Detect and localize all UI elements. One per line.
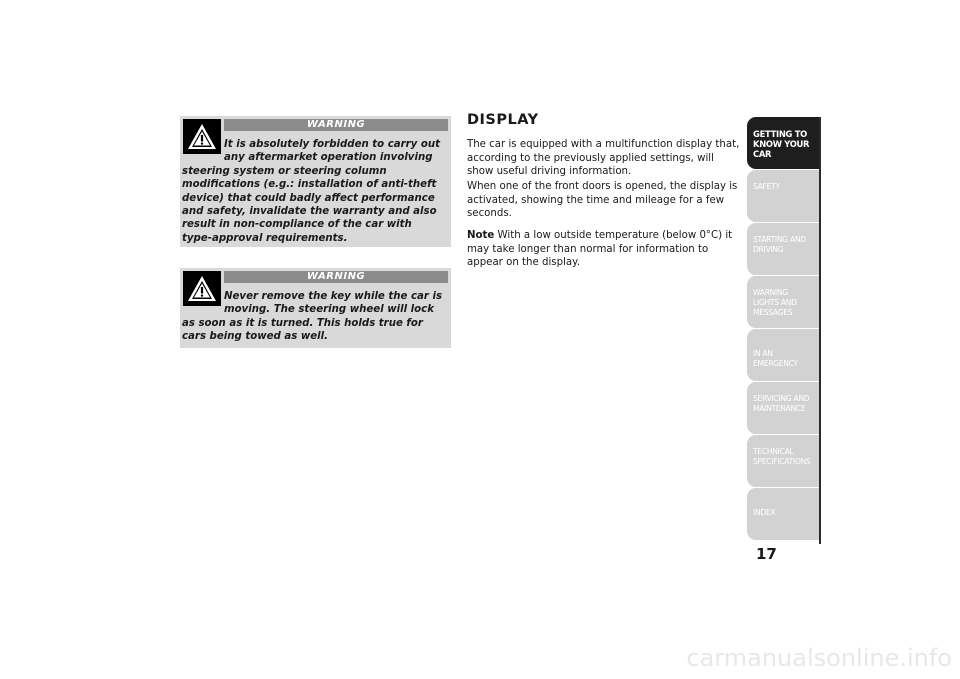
tab-rail	[819, 117, 821, 544]
tab-getting-to-know-your-car[interactable]: GETTING TO KNOW YOUR CAR	[747, 117, 819, 169]
warning-box-steering	[180, 116, 451, 247]
tab-index[interactable]: INDEX	[747, 488, 819, 540]
tab-technical-specifications[interactable]: TECHNICAL SPECIFICATIONS	[747, 435, 819, 487]
tab-servicing-and-maintenance[interactable]: SERVICING AND MAINTENANCE	[747, 382, 819, 434]
watermark: carmanualsonline.info	[686, 644, 952, 672]
warning-title: WARNING	[224, 119, 448, 131]
page-number: 17	[756, 545, 777, 563]
section-title: DISPLAY	[467, 112, 539, 128]
warning-title: WARNING	[224, 271, 448, 283]
tab-starting-and-driving[interactable]: STARTING AND DRIVING	[747, 223, 819, 275]
tab-warning-lights-and-messages[interactable]: WARNING LIGHTS AND MESSAGES	[747, 276, 819, 328]
warning-text: Never remove the key while the car is moving. The steering wheel will lock as soon as it is turned. This holds true for cars being towed as well.	[182, 291, 443, 343]
note-text: With a low outside temperature (below 0°C) it may take longer than normal for information to appear on the display.	[467, 230, 733, 268]
display-paragraph-2: When one of the front doors is opened, the display is activated, showing the time and mileage for a few seconds.	[467, 181, 738, 219]
display-paragraph-1: The car is equipped with a multifunction display that, according to the previously applied settings, will show useful driving information.	[467, 139, 740, 177]
warning-box-key	[180, 268, 451, 348]
tab-in-an-emergency[interactable]: IN AN EMERGENCY	[747, 329, 819, 381]
display-note	[467, 229, 742, 270]
note-label: Note	[467, 230, 495, 241]
warning-text: It is absolutely forbidden to carry out any aftermarket operation involving steering system or steering column modifications (e.g.: installation of anti-theft device) that could badly affect performance and safety, invalidate the warranty and also result in non-compliance of the car with type-approval requirements.	[182, 139, 440, 244]
tab-safety[interactable]: SAFETY	[747, 170, 819, 222]
